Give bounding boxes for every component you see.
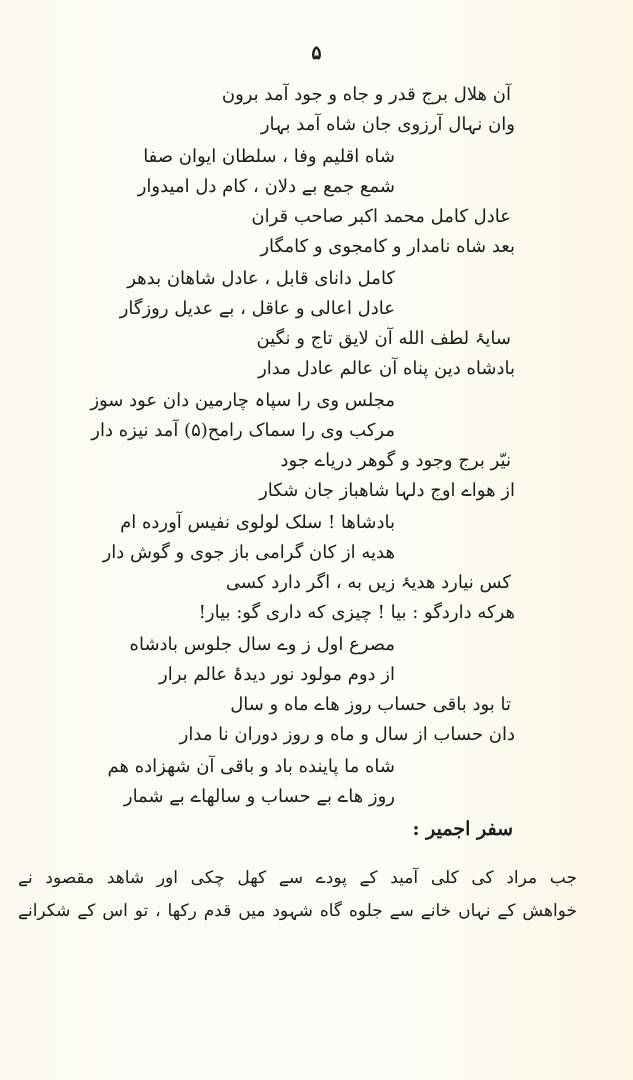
verse-line: شاه ما پاینده باد و باقی آن شهزاده هم <box>107 756 395 777</box>
verse-line: هدیه از کان گرامی باز جوی و گوش دار <box>102 542 395 563</box>
verse-line: تا بود باقی حساب روز هاے ماه و سال <box>230 694 511 715</box>
page-number: ۵ <box>311 42 322 64</box>
verse-line: بادشاها ! سلک لولوی نفیس آورده ام <box>120 512 395 533</box>
verse-line: کس نیارد هدیۂ زیں به ، اگر دارد کسی <box>225 572 511 593</box>
verse-line: از هواے اوج دلہا شاهباز جان شکار <box>259 480 515 501</box>
verse-line: آن هلال برج قدر و جاه و جود آمد برون <box>221 84 511 105</box>
verse-line: کامل دانای قابل ، عادل شاهان بدھر <box>127 268 395 289</box>
verse-line: سایۂ لطف الله آن لایق تاج و نگین <box>256 328 511 349</box>
verse-line: مرکب وی را سماک رامح(۵) آمد نیزه دار <box>91 420 395 441</box>
verse-line: از دوم مولود نور دیدۂ عالم برار <box>159 664 395 685</box>
verse-line: هرکه داردگو : بیا ! چیزی که داری گو: بیار! <box>198 602 515 623</box>
verse-line: نیّر برج وجود و گوهر دریاے جود <box>280 450 511 471</box>
prose-line: جب مراد کی کلی آمید کے پودے سے کھل چکی اور شاهد مقصود نے <box>18 868 577 888</box>
verse-line: عادل کامل محمد اکبر صاحب قران <box>251 206 511 227</box>
verse-line: بعد شاه نامدار و کامجوی و کامگار <box>260 236 515 257</box>
verse-line: دان حساب از سال و ماه و روز دوران نا مدار <box>179 724 515 745</box>
verse-line: شمع جمع بے دلان ، کام دل امیدوار <box>137 176 395 197</box>
verse-line: عادل اعالی و عاقل ، بے عدیل روزگار <box>119 298 395 319</box>
verse-line: وان نہال آرزوی جان شاه آمد بہار <box>260 114 515 135</box>
verse-line: بادشاه دین پناه آن عالم عادل مدار <box>258 358 515 379</box>
verse-block <box>0 80 633 807</box>
verse-line: مصرع اول ز وے سال جلوس بادشاه <box>129 634 395 655</box>
verse-line: شاه اقلیم وفا ، سلطان ایوان صفا <box>143 146 395 167</box>
prose-paragraph <box>18 862 577 928</box>
prose-line: خواهش کے نہاں خانے سے جلوه گاه شہود میں قدم رکھا ، تو اس کے شکرانے <box>18 901 578 921</box>
verse-line: روز هاے بے حساب و سالهاے بے شمار <box>123 786 395 807</box>
section-heading: سفر اجمیر : <box>412 818 513 840</box>
verse-line: مجلس وی را سپاہ چارمین دان عود سوز <box>90 390 395 411</box>
